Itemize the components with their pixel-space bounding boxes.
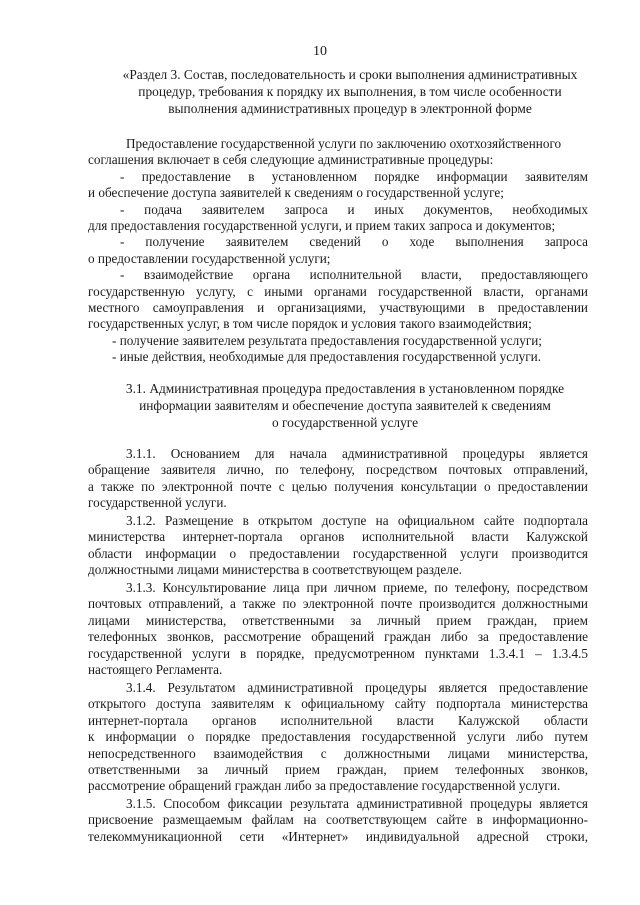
text-line: лицами министерства, ответственными за личный прием граждан, прием (88, 612, 588, 628)
text-line: для предоставления государственной услуги, и прием таких запроса и документов; (88, 217, 556, 233)
text-line: и обеспечение доступа заявителей к сведениям о государственной услуге; (88, 185, 504, 201)
subsection-title (110, 380, 580, 431)
list-item: - иные действия, необходимые для предоставления государственной услуги. (112, 349, 542, 365)
page-number: 10 (313, 44, 327, 59)
text-line: интернет-портала органов исполнительной власти Калужской области (88, 712, 588, 728)
intro-paragraph (88, 136, 588, 365)
text-line: государственную услугу, с иными органами государственной власти, органами (88, 283, 588, 299)
section-title-line: «Раздел 3. Состав, последовательность и сроки выполнения административных (122, 67, 578, 82)
text-line: министерства интернет-портала органов исполнительной власти Калужской (88, 529, 588, 545)
text-line: а также по электронной почте с целью получения консультации о предоставлении (88, 478, 588, 494)
subsection-title-line: информации заявителям и обеспечение доступа заявителей к сведениям (139, 398, 551, 413)
text-line: телефонных звонков, рассмотрение обращений граждан либо за предоставление (88, 629, 588, 645)
text-line: 3.1.5. Способом фиксации результата административной процедуры является (126, 796, 588, 811)
list-item: - получение заявителем результата предоставления государственной услуги; (112, 332, 542, 348)
text-line: 3.1.3. Консультирование лица при личном приеме, по телефону, посредством (126, 580, 588, 595)
text-line: местного самоуправления и организациями, участвующими в предоставлении (88, 299, 588, 315)
text-line: 3.1.4. Результатом административной процедуры является предоставление (126, 680, 588, 695)
text-line: государственной услуги в порядке, предусмотренном пунктами 1.3.4.1 – 1.3.4.5 (88, 645, 588, 661)
section-title (110, 66, 590, 117)
text-line: государственной услуги. (88, 495, 227, 511)
text-line: непосредственного взаимодействия с должностными лицами министерства, (88, 745, 588, 761)
paragraph-3-1-5 (88, 796, 588, 845)
paragraph-3-1-3 (88, 580, 588, 678)
section-title-line: выполнения административных процедур в электронной форме (168, 101, 532, 116)
text-line: к информации о порядке предоставления государственной услуги либо путем (88, 729, 588, 745)
section-title-line: процедур, требования к порядку их выполнения, в том числе особенности (138, 84, 562, 99)
text-line: 3.1.1. Основанием для начала административной процедуры является (126, 446, 588, 461)
subsection-title-line: 3.1. Административная процедура предоставления в установленном порядке (125, 381, 565, 396)
list-item: - предоставление в установленном порядке информации заявителям (120, 168, 588, 184)
text-line: области информации о предоставлении государственной услуги производится (88, 545, 588, 561)
text-line: почтовых отправлений, а также по электронной почте производится должностными (88, 596, 588, 612)
text-line: телекоммуникационной сети «Интернет» индивидуальной адресной строки, (88, 828, 588, 844)
text-line: должностными лицами министерства в соответствующем разделе. (88, 562, 462, 578)
text-line: государственных услуг, в том числе порядок и условия такого взаимодействия; (88, 316, 532, 332)
text-line: обращение заявителя лично, по телефону, посредством почтовых отправлений, (88, 462, 588, 478)
paragraph-3-1-4 (88, 680, 588, 795)
text-line: ответственными за личный прием граждан, прием телефонных звонков, (88, 761, 588, 777)
subsection-title-line: о государственной услуге (271, 415, 419, 430)
text-line: о предоставлении государственной услуги; (88, 250, 331, 266)
text-line: присвоение размещаемым файлам на соответствующем сайте в информационно- (88, 812, 588, 828)
text-line: соглашения включает в себя следующие административные процедуры: (88, 152, 494, 168)
text-line: настоящего Регламента. (88, 661, 223, 677)
text-line: открытого доступа заявителям к официальному сайту подпортала министерства (88, 696, 588, 712)
paragraph-3-1-2 (88, 513, 588, 579)
text-line: Предоставление государственной услуги по заключению охотхозяйственного (126, 136, 562, 151)
list-item: - получение заявителем сведений о ходе выполнения запроса (120, 234, 588, 250)
paragraph-3-1-1 (88, 446, 588, 512)
list-item: - подача заявителем запроса и иных документов, необходимых (120, 201, 588, 217)
text-line: рассмотрение обращений граждан либо за предоставление государственной услуги. (88, 778, 561, 794)
list-item: - взаимодействие органа исполнительной власти, предоставляющего (120, 267, 588, 283)
text-line: 3.1.2. Размещение в открытом доступе на официальном сайте подпортала (126, 513, 588, 528)
